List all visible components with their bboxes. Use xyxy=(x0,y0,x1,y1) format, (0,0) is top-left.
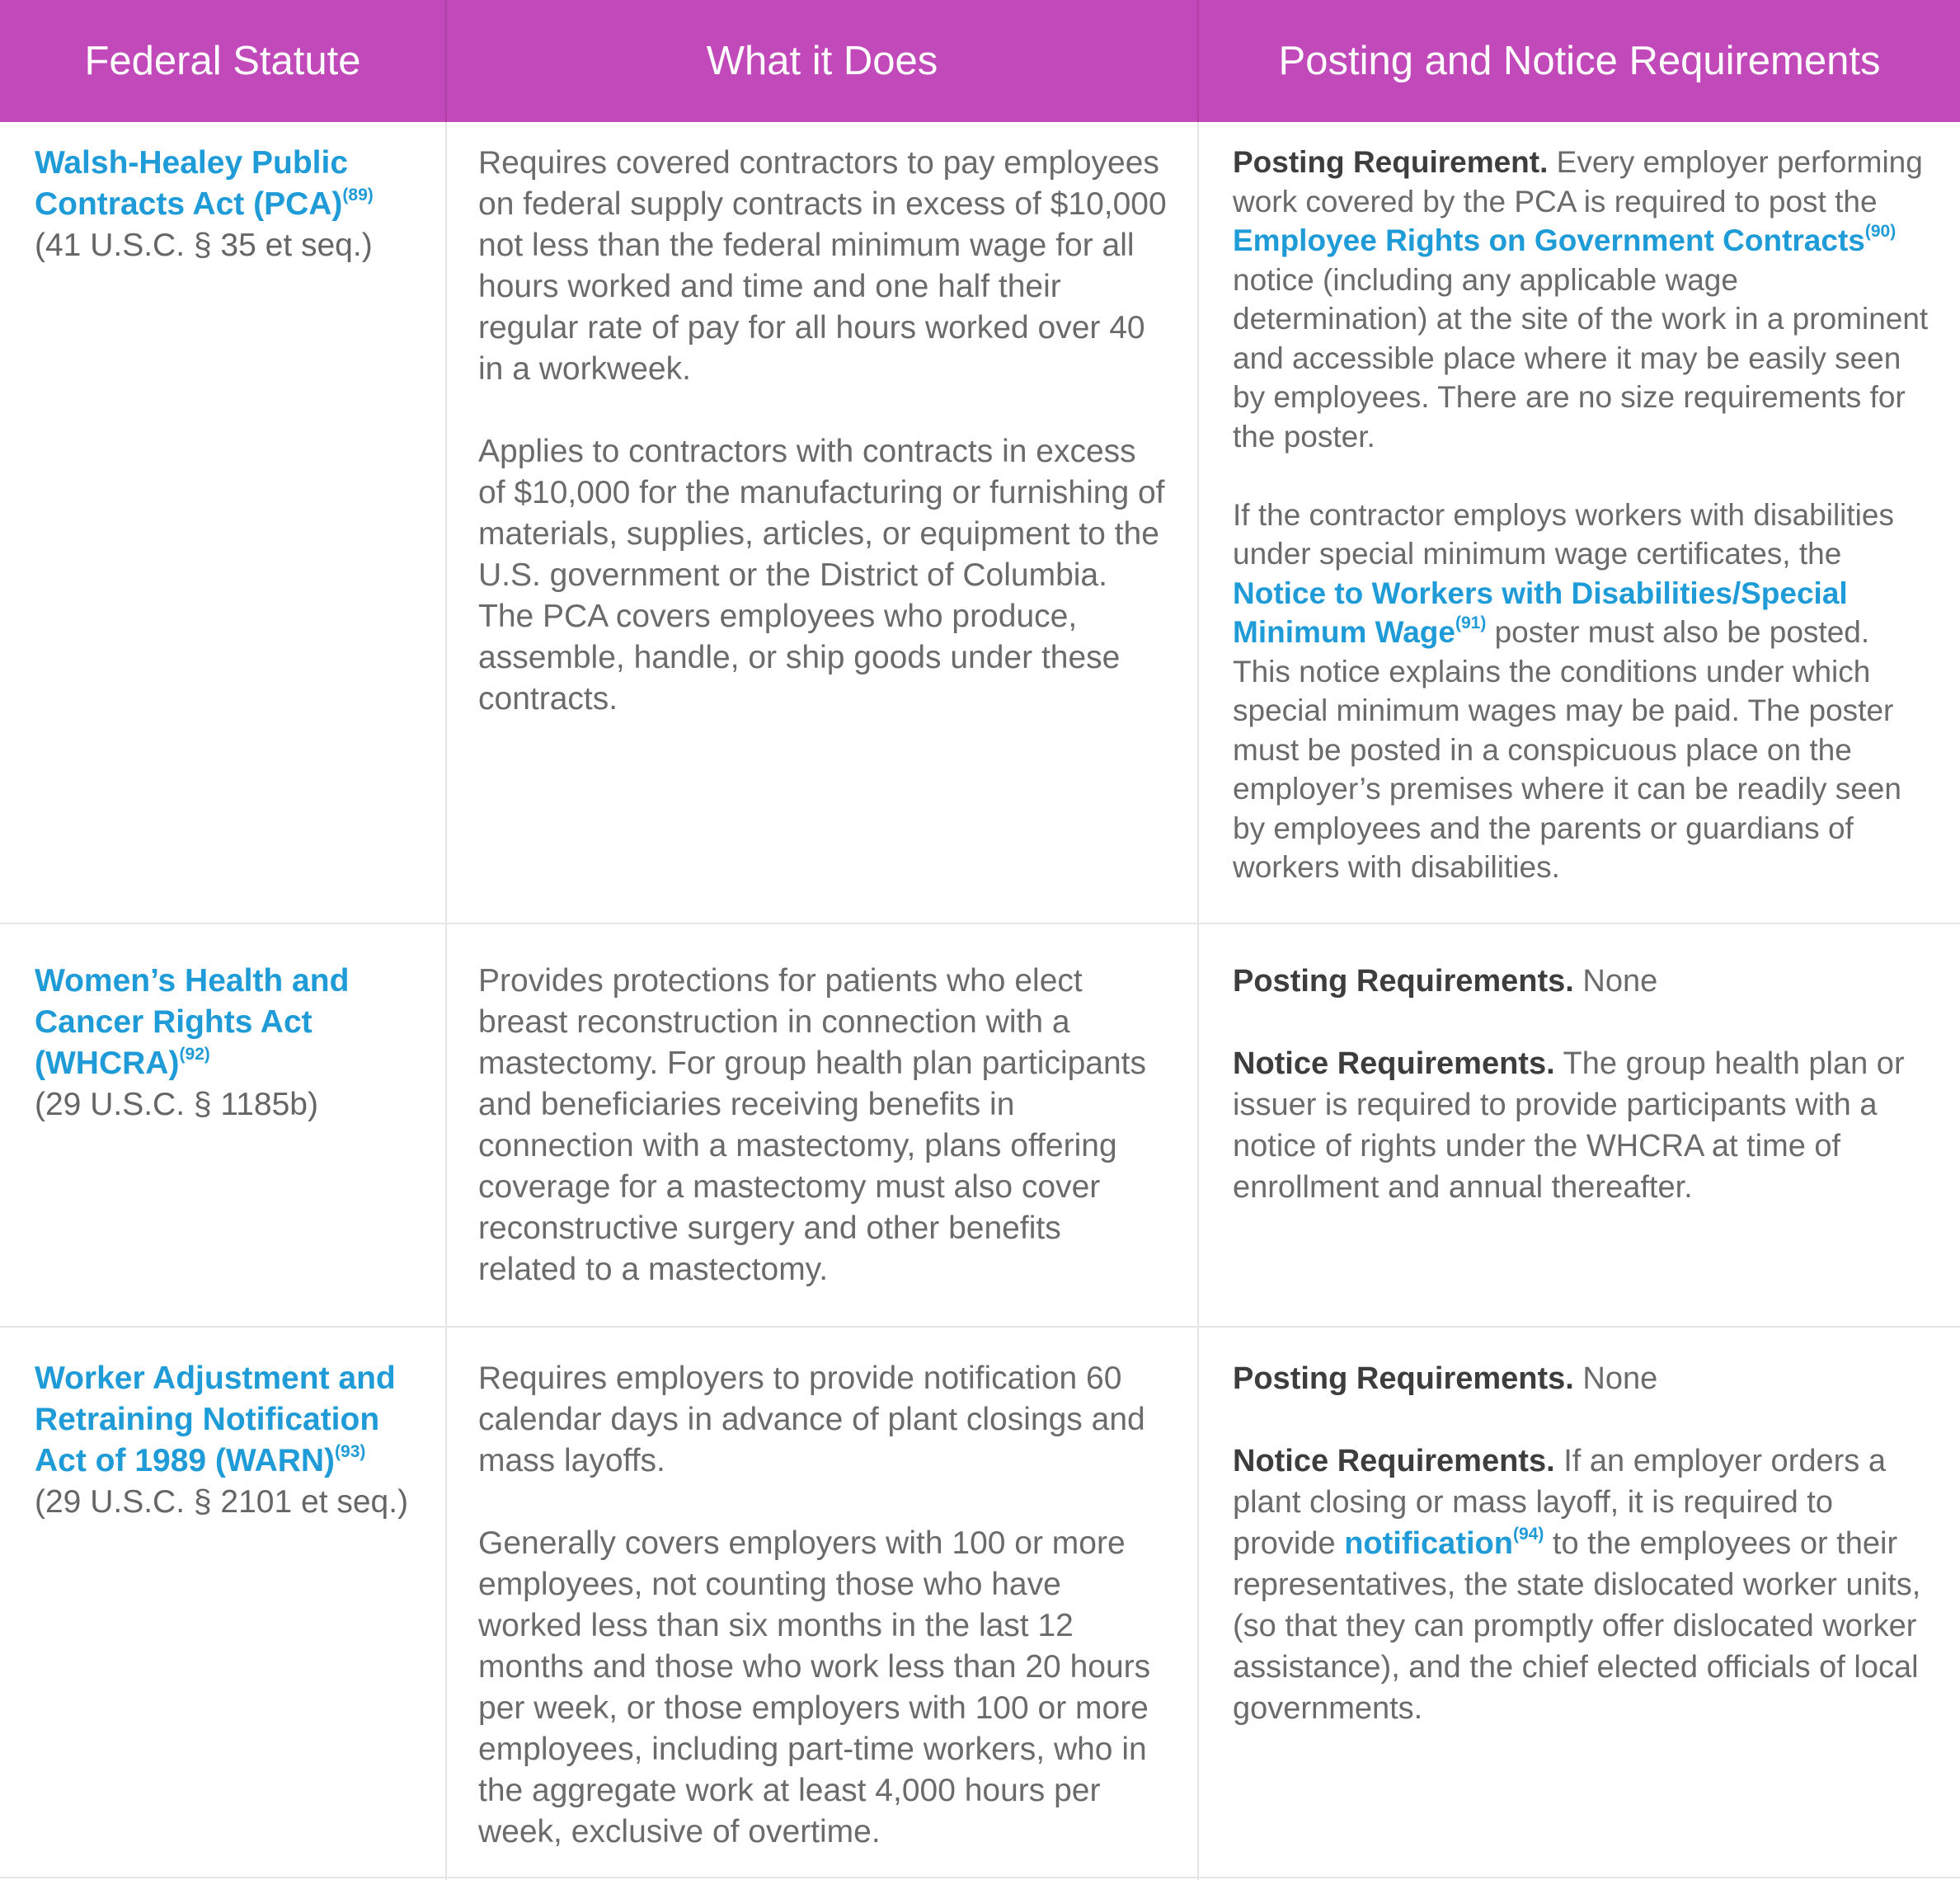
table-row-description xyxy=(478,961,1167,1290)
footnote-ref[interactable]: (92) xyxy=(179,1045,210,1064)
statute-citation: (41 U.S.C. § 35 et seq.) xyxy=(35,228,373,263)
requirements-paragraph: Posting Requirements. None xyxy=(1233,1361,1658,1396)
table-row-statute xyxy=(35,143,430,266)
header-what-it-does: What it Does xyxy=(446,0,1198,122)
header-divider xyxy=(445,0,447,122)
table-row-description xyxy=(478,143,1167,720)
requirements-paragraph: Notice Requirements. The group health plan or issuer is required to provide participants with a notice of rights under the WHCRA at time of enrollment and annual thereafter. xyxy=(1233,1046,1905,1205)
statute-citation: (29 U.S.C. § 1185b) xyxy=(35,1087,318,1122)
requirements-paragraph: If the contractor employs workers with disabilities under special minimum wage certificates, the Notice to Workers with Disabilities/Special Minimum Wage$^{(91)}$ poster must also be posted. This notice explains the conditions under which special minimum wages may be paid. The poster must be posted in a conspicuous place on the employer’s premises where it can be readily seen by employees and the parents or guardians of workers with disabilities. xyxy=(1233,497,1901,884)
description-paragraph: Generally covers employers with 100 or more employees, not counting those who have worked less than six months in the last 12 months and those who work less than 20 hours per week, or those employers with 100 or more employees, including part-time workers, who in the aggregate work at least 4,000 hours per week, exclusive of overtime. xyxy=(478,1525,1151,1849)
requirements-paragraph: Notice Requirements. If an employer orders a plant closing or mass layoff, it is required to provide notification$^{(94)}$ to the employees or their representatives, the state dislocated worker units, (so that they can promptly offer dislocated worker assistance), and the chief elected officials of local governments. xyxy=(1233,1444,1921,1726)
header-divider xyxy=(1197,0,1199,122)
table-row-statute xyxy=(35,961,430,1126)
description-paragraph: Provides protections for patients who elect breast reconstruction in connection with a mastectomy. For group health plan participants and beneficiaries receiving benefits in connection with a mastectomy, plans offering coverage for a mastectomy must also cover reconstructive surgery and other benefits related to a mastectomy. xyxy=(478,963,1147,1287)
posting-requirements-label: Posting Requirements. xyxy=(1233,1361,1574,1396)
notification-link[interactable]: notification$^{(94)}$ xyxy=(1344,1525,1544,1561)
notice-requirements-label: Notice Requirements. xyxy=(1233,1444,1555,1478)
requirements-paragraph: Posting Requirement. Every employer performing work covered by the PCA is required to post the Employee Rights on Government Contracts$^{(90)}$ notice (including any applicable wage determination) at the site of the work in a prominent and accessible place where it may be easily seen by employees. There are no size requirements for the poster. xyxy=(1233,145,1929,454)
table-row-requirements xyxy=(1233,1358,1934,1729)
description-paragraph: Requires employers to provide notification 60 calendar days in advance of plant closings and mass layoffs. xyxy=(478,1361,1145,1478)
footnote-ref[interactable]: (93) xyxy=(335,1442,366,1461)
column-divider xyxy=(445,122,447,1880)
header-posting-notice: Posting and Notice Requirements xyxy=(1199,0,1960,122)
statute-citation: (29 U.S.C. § 2101 et seq.) xyxy=(35,1484,409,1520)
employee-rights-link[interactable]: Employee Rights on Government Contracts$^{(90)}$ xyxy=(1233,222,1897,257)
posting-requirements-label: Posting Requirements. xyxy=(1233,964,1574,999)
row-divider xyxy=(0,923,1960,924)
statute-title[interactable]: Women’s Health and Cancer Rights Act (WHCRA)$^{(92)}$ xyxy=(35,963,350,1081)
table-row-description xyxy=(478,1358,1167,1853)
table-row-requirements xyxy=(1233,961,1934,1208)
table-row-statute xyxy=(35,1358,430,1523)
notice-requirements-label: Notice Requirements. xyxy=(1233,1046,1555,1081)
column-divider xyxy=(1197,122,1199,1880)
table-row-requirements xyxy=(1233,143,1934,887)
statute-title[interactable]: Worker Adjustment and Retraining Notification Act of 1989 (WARN)$^{(93)}$ xyxy=(35,1361,396,1478)
disabilities-notice-link[interactable]: Notice to Workers with Disabilities/Special Minimum Wage$^{(91)}$ xyxy=(1233,576,1848,649)
description-paragraph: Requires covered contractors to pay employees on federal supply contracts in excess of $10,000 not less than the federal minimum wage for all hours worked and time and one half their regular rate of pay for all hours worked over 40 in a workweek. xyxy=(478,145,1167,387)
row-divider xyxy=(0,1877,1960,1878)
requirements-paragraph: Posting Requirements. None xyxy=(1233,964,1658,999)
footnote-ref[interactable]: (89) xyxy=(342,186,374,204)
statute-title[interactable]: Walsh-Healey Public Contracts Act (PCA)$^{(89)}$ xyxy=(35,145,374,222)
row-divider xyxy=(0,1326,1960,1328)
header-federal-statute: Federal Statute xyxy=(0,0,445,122)
description-paragraph: Applies to contractors with contracts in excess of $10,000 for the manufacturing or furnishing of materials, supplies, articles, or equipment to the U.S. government or the District of Columbia. The PCA covers employees who produce, assemble, handle, or ship goods under these contracts. xyxy=(478,434,1165,717)
posting-requirement-label: Posting Requirement. xyxy=(1233,145,1549,179)
